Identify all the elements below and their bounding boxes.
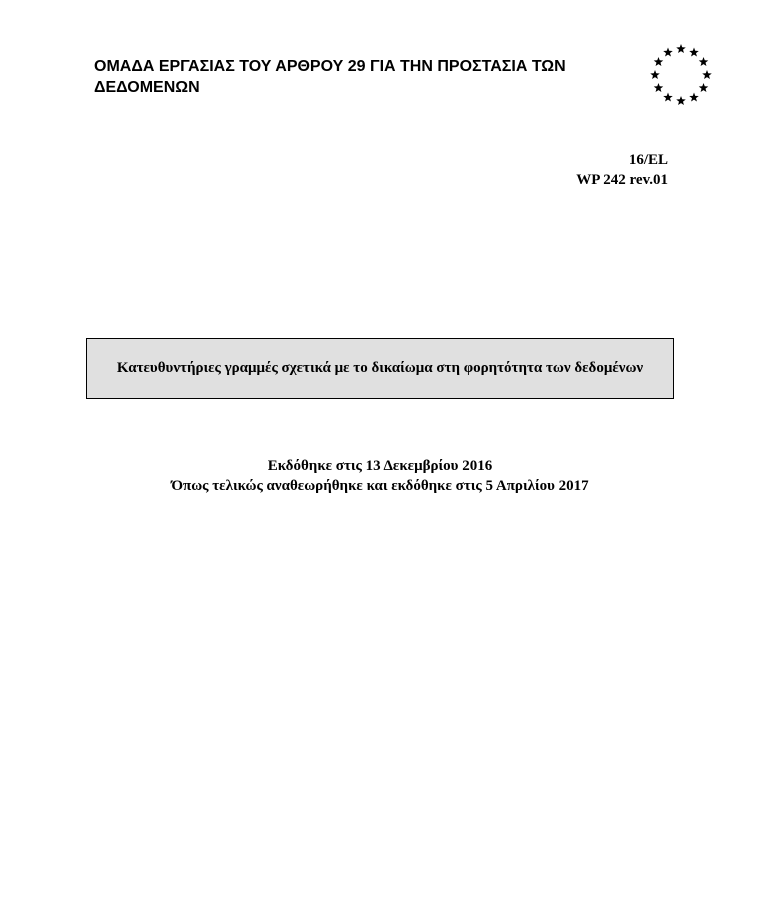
star-icon — [663, 93, 673, 102]
star-icon — [676, 96, 686, 105]
star-icon — [676, 44, 686, 53]
star-icon — [689, 47, 699, 56]
document-number: 16/EL — [628, 152, 668, 168]
star-icon — [650, 70, 660, 79]
revised-date: Όπως τελικώς αναθεωρήθηκε και εκδόθηκε στις 5 Απριλίου 2017 — [171, 478, 589, 494]
document-title: Κατευθυντήριες γραμμές σχετικά με το δικαίωμα στη φορητότητα των δεδομένων — [116, 360, 644, 376]
document-title-box — [86, 338, 674, 399]
issue-dates — [86, 456, 674, 496]
star-icon — [702, 70, 712, 79]
star-icon — [663, 47, 673, 56]
star-icon — [699, 57, 709, 66]
document-reference — [576, 150, 668, 190]
adopted-date: Εκδόθηκε στις 13 Δεκεμβρίου 2016 — [267, 458, 493, 474]
eu-stars-icon — [648, 42, 714, 108]
star-icon — [654, 83, 664, 92]
star-icon — [699, 83, 709, 92]
document-revision: WP 242 rev.01 — [576, 172, 668, 188]
star-icon — [654, 57, 664, 66]
star-icon — [689, 93, 699, 102]
organization-heading: ΟΜΑΔΑ ΕΡΓΑΣΙΑΣ ΤΟΥ ΑΡΘΡΟΥ 29 ΓΙΑ ΤΗΝ ΠΡΟΣΤΑΣΙΑ ΤΩΝ ΔΕΔΟΜΕΝΩΝ — [94, 58, 566, 96]
